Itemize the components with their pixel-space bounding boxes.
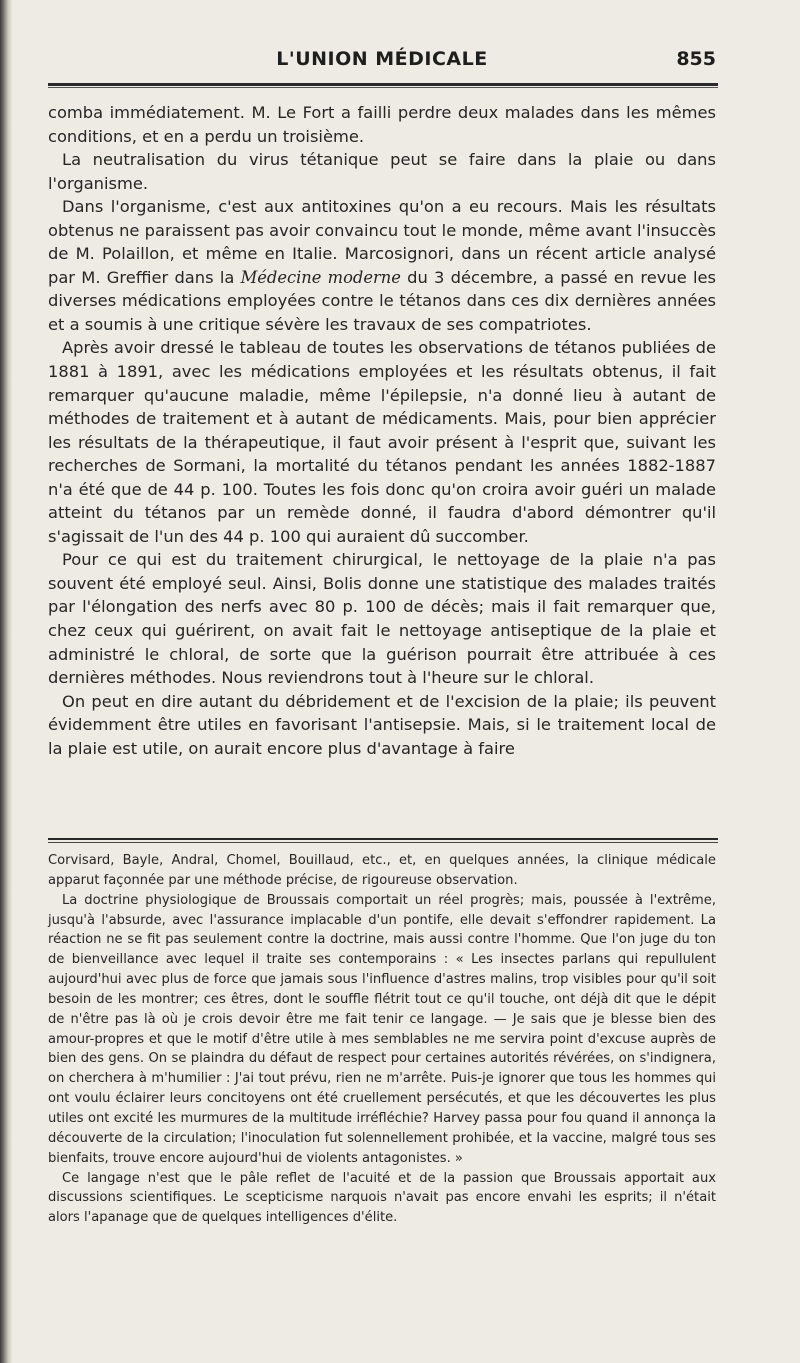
paragraph [48,195,716,336]
paragraph: Pour ce qui est du traitement chirurgical, le nettoyage de la plaie n'a pas souvent été employé seul. Ainsi, Bolis donne une statistique des malades traités par l'élongation des nerfs avec 80 p. 100 de décès; mais il fait remarquer que, chez ceux qui guérirent, on avait fait le nettoyage antiseptique de la plaie et administré le chloral, de sorte que la guérison pourrait être attribuée à ces dernières méthodes. Nous reviendrons tout à l'heure sur le chloral. [48,550,716,688]
footnote-paragraph: Ce langage n'est que le pâle reflet de l'acuité et de la passion que Broussais apportait aux discussions scientifiques. Le scepticisme narquois n'avait pas encore envahi les esprits; il n'était alors l'apanage que de quelques intelligences d'élite. [48,1170,716,1226]
paragraph: comba immédiatement. M. Le Fort a failli perdre deux malades dans les mêmes conditions, et en a perdu un troisième. [48,103,716,146]
main-text [48,101,716,760]
page-number: 855 [676,48,716,70]
footnotes [48,851,716,1228]
paragraph-text: Dans l'organisme, c'est aux antitoxines qu'on a eu recours. Mais les résultats obtenus ne paraissent pas avoir convaincu tout le monde, même avant l'insuccès de M. Polaillon, et même en Italie. Marcosignori, dans un récent article analysé par M. Greffier dans la [48,197,716,287]
running-title: L'UNION MÉDICALE [276,48,488,70]
page-binding-edge [0,0,12,1363]
footnote-paragraph: La doctrine physiologique de Broussais comportait un réel progrès; mais, poussée à l'extrême, jusqu'à l'absurde, avec l'assurance implacable d'un pontife, elle devait s'effondrer rapidement. La réaction ne se fit pas seulement contre la doctrine, mais aussi contre l'homme. Que l'on juge du ton de bienveillance avec lequel il traite ses contemporains : « Les insectes parlans qui repullulent aujourd'hui avec plus de force que jamais sous l'influence d'astres malins, trop visibles pour qu'il soit besoin de les montrer; ces êtres, dont le souffle flétrit tout ce qu'il touche, ont déjà dit que le dépit de n'être pas là où je crois devoir être me fait tenir ce langage. — Je sais que je blesse bien des amour-propres et que le motif d'être utile à mes semblables ne me servira point d'excuse auprès de bien des gens. On se plaindra du défaut de respect pour certaines autorités révérées, on s'indignera, on cherchera à m'humilier : J'ai tout prévu, rien ne m'arrête. Puis-je ignorer que tous les hommes qui ont voulu éclairer leurs concitoyens ont été cruellement persécutés, et que les découvertes les plus utiles ont excité les murmures de la multitude irréfléchie? Harvey passa pour fou quand il annonça la découverte de la circulation; l'inoculation fut solennellement prohibée, et la vaccine, malgré tous ses bienfaits, trouve encore aujourd'hui de violents antagonistes. » [48,892,716,1166]
footnote-paragraph: Corvisard, Bayle, Andral, Chomel, Bouillaud, etc., et, en quelques années, la clinique médicale apparut façonnée par une méthode précise, de rigoureuse observation. [48,853,716,888]
journal-title: Médecine moderne [240,267,401,287]
footnote-separator [48,838,718,843]
paragraph: Après avoir dressé le tableau de toutes les observations de tétanos publiées de 1881 à 1891, avec les médications employées et les résultats obtenus, il fait remarquer qu'aucune maladie, même l'épilepsie, n'a donné lieu à autant de méthodes de traitement et à autant de médicaments. Mais, pour bien apprécier les résultats de la thérapeutique, il faut avoir présent à l'esprit que, suivant les recherches de Sormani, la mortalité du tétanos pendant les années 1882-1887 n'a été que de 44 p. 100. Toutes les fois donc qu'on croira avoir guéri un malade atteint du tétanos par un remède donné, il faudra d'abord démontrer qu'il s'agissait de l'un des 44 p. 100 qui auraient dû succomber. [48,338,716,546]
paragraph-text: du 3 décembre, a passé en revue les diverses médications employées contre le tétanos dans ces dix dernières années et a soumis à une critique sévère les travaux de ses compatriotes. [48,267,716,334]
paragraph: La neutralisation du virus tétanique peut se faire dans la plaie ou dans l'organisme. [48,150,716,193]
header-rule [48,83,718,88]
page-header [48,46,716,76]
paragraph: On peut en dire autant du débridement et de l'excision de la plaie; ils peuvent évidemment être utiles en favorisant l'antisepsie. Mais, si le traitement local de la plaie est utile, on aurait encore plus d'avantage à faire [48,691,716,758]
